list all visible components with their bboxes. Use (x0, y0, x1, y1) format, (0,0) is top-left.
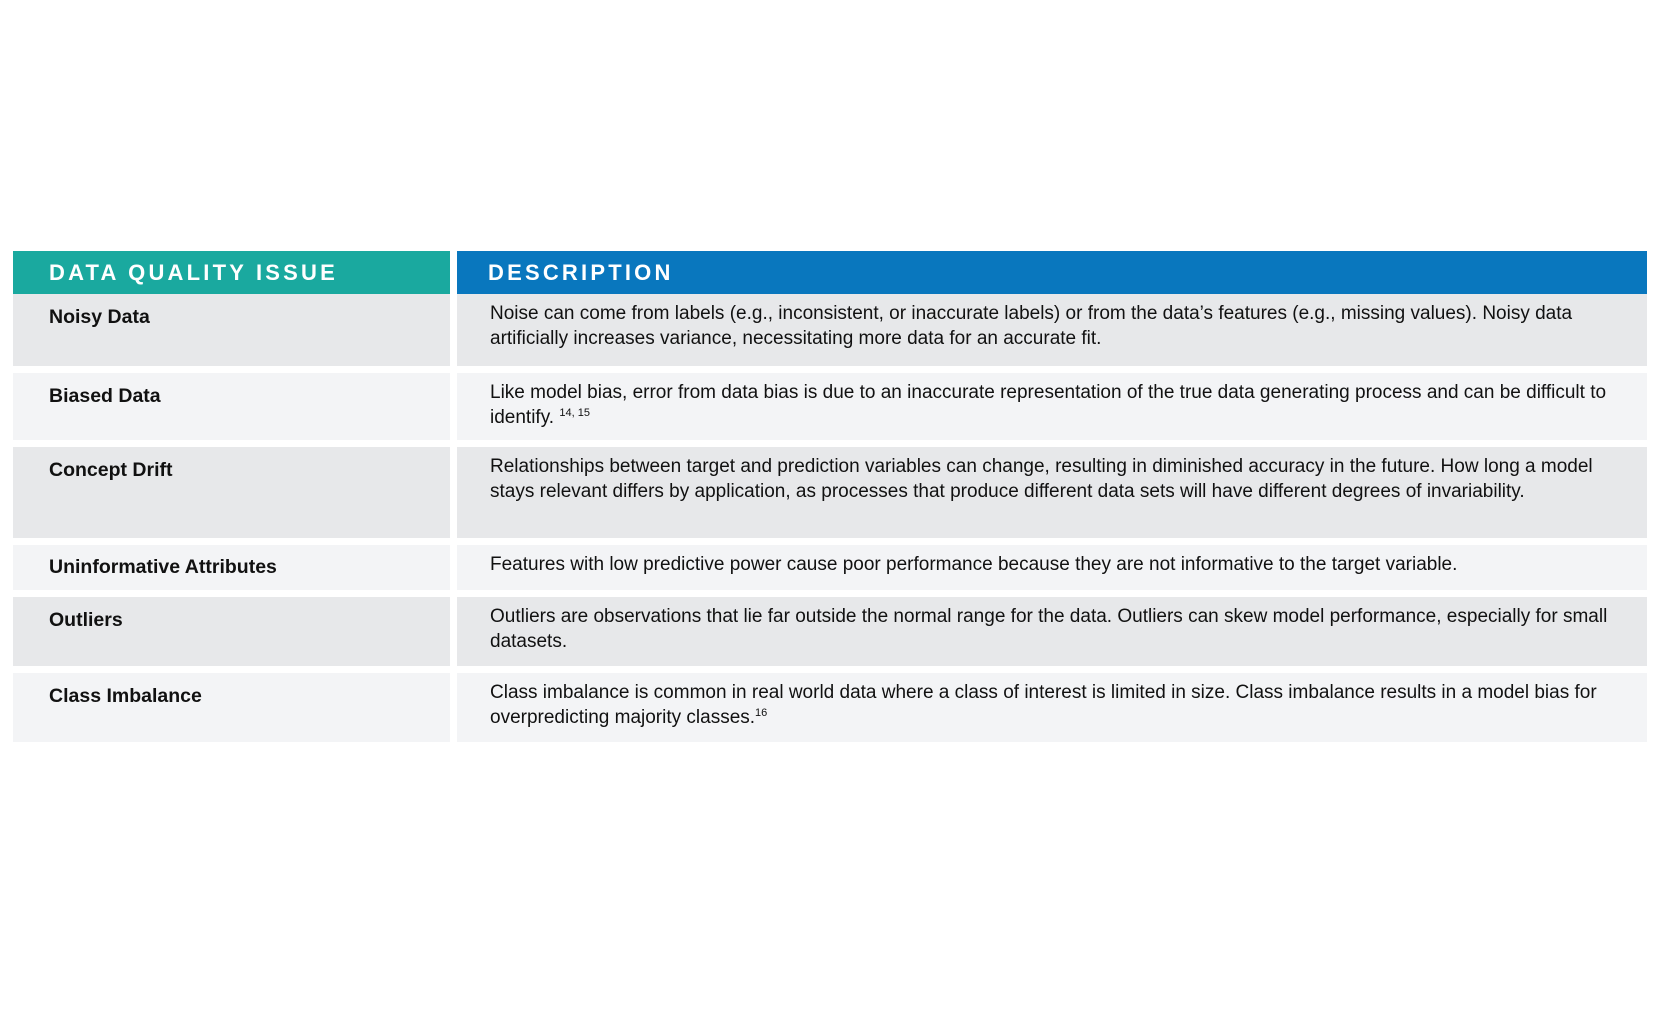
issue-name: Class Imbalance (13, 673, 450, 742)
issue-name: Uninformative Attributes (13, 545, 450, 590)
table-row-biased-data (13, 373, 1647, 440)
header-description: DESCRIPTION (457, 251, 1647, 294)
issue-description: Relationships between target and prediction variables can change, resulting in diminished accuracy in the future. How long a model stays relevant differs by application, as processes that produce different data sets will have different degrees of invariability. (457, 447, 1647, 538)
header-data-quality-issue: DATA QUALITY ISSUE (13, 251, 450, 294)
table-row-uninformative-attributes (13, 545, 1647, 590)
issue-description: Noise can come from labels (e.g., inconsistent, or inaccurate labels) or from the data’s features (e.g., missing values). Noisy data artificially increases variance, necessitating more data for an accurate fit. (457, 294, 1647, 366)
table-row-concept-drift (13, 447, 1647, 538)
data-quality-table (13, 251, 1647, 742)
issue-name: Outliers (13, 597, 450, 666)
issue-name: Concept Drift (13, 447, 450, 538)
table-row-class-imbalance (13, 673, 1647, 742)
issue-name: Noisy Data (13, 294, 450, 366)
table-row-noisy-data (13, 294, 1647, 366)
issue-description: Like model bias, error from data bias is due to an inaccurate representation of the true data generating process and can be difficult to identify. $^{14, 15}$ (457, 373, 1647, 440)
table-header-row (13, 251, 1647, 294)
table-row-outliers (13, 597, 1647, 666)
issue-description: Class imbalance is common in real world data where a class of interest is limited in size. Class imbalance results in a model bias for overpredicting majority classes.$^{16}$ (457, 673, 1647, 742)
citation-superscript: 14, 15 (559, 406, 590, 419)
citation-superscript: 16 (755, 706, 768, 719)
issue-name: Biased Data (13, 373, 450, 440)
issue-description: Outliers are observations that lie far outside the normal range for the data. Outliers can skew model performance, especially for small datasets. (457, 597, 1647, 666)
issue-description: Features with low predictive power cause poor performance because they are not informative to the target variable. (457, 545, 1647, 590)
